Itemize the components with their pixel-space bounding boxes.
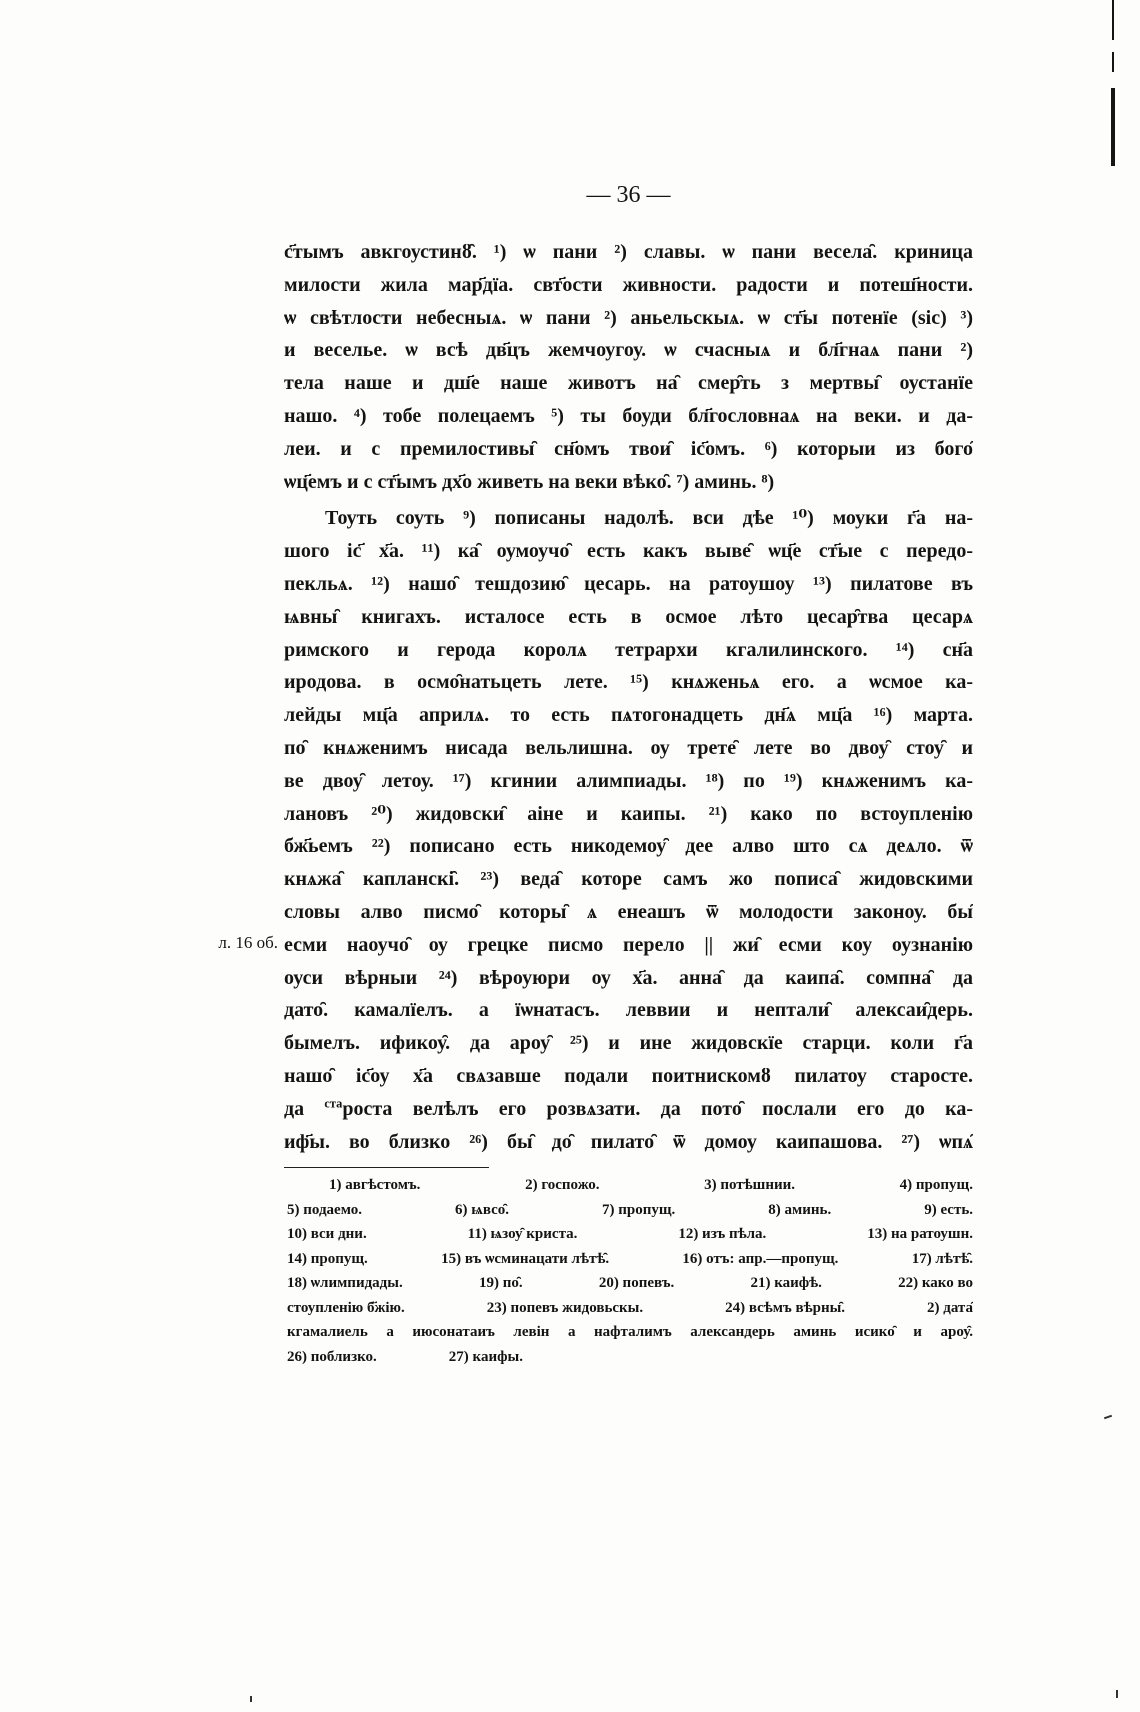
- footnote: 12) изъ пѣла.: [678, 1226, 767, 1242]
- footnote: 27) каифы.: [448, 1348, 523, 1365]
- text-line: леи. и с премилостивы̑ сн҃омъ твои̑ іс҃омъ. ⁶) которыи из бого̑: [284, 437, 973, 460]
- footnotes: [287, 1173, 973, 1369]
- footnote-row: [287, 1345, 973, 1370]
- page-number: — 36 —: [586, 182, 671, 208]
- text-line: кнѧжа̑ капланскі̑. ²³) веда̑ которе самъ жо пописа̑ жидовскими: [284, 868, 973, 891]
- footnote: 24) всѣмъ вѣрны̑.: [725, 1299, 846, 1316]
- text-line: есми наоучо̑ оу грецке писмо перело || жи̑ есми коу оузнанію: [284, 933, 973, 956]
- text-segment: да: [284, 1097, 325, 1120]
- footnote: 1) авгѣстомъ.: [329, 1177, 421, 1193]
- paragraph: [284, 502, 973, 1158]
- scan-speck: [250, 1696, 252, 1702]
- footnote: 21) каифѣ.: [750, 1275, 822, 1291]
- footnote: 2) дата̑: [926, 1299, 973, 1316]
- text-line: ѡ свѣтлости небесныѧ. ѡ пани ²) аньельскыѧ. ѡ ст҃ы потенїе (sic) ³): [284, 306, 973, 329]
- footnote: 22) како во: [898, 1275, 973, 1291]
- scan-edge-line: [1111, 88, 1115, 166]
- text-line: нашо̑ іс҃оу х҃а свѧзавше подали поитнискомȣ пилатоу старосте.: [284, 1064, 973, 1087]
- footnote: 15) въ ѡсминацати лѣтѣ̑.: [441, 1250, 610, 1267]
- footnote-row: [287, 1271, 973, 1296]
- text-line: бымелъ. ификоу̑. да ароу̑ ²⁵) и ине жидовскїе старци. коли г҃а: [284, 1032, 973, 1055]
- margin-note: л. 16 об.: [218, 933, 278, 952]
- text-line: бж҃ьемъ ²²) пописано есть никодемоу̑ дее алво што сѧ деѧло. ѿ: [284, 835, 973, 858]
- text-line: ве двоу̑ летоу. ¹⁷) кгинии алимпиады. ¹⁸) по ¹⁹) кнѧженимъ ка-: [284, 769, 973, 792]
- footnote: 9) есть.: [924, 1201, 973, 1218]
- superscript-text: ста: [324, 1096, 343, 1111]
- text-line: ѩвны̑ книгахъ. исталосе есть в осмое лѣто цесар̑тва цесарѧ: [284, 605, 973, 628]
- text-line: пекльѧ. ¹²) нашо̑ тешдозию̑ цесарь. на ратоушоу ¹³) пилатове въ: [284, 572, 973, 595]
- footnote-row: [287, 1222, 973, 1247]
- footnote-row: [287, 1320, 973, 1345]
- footnote-row: [287, 1296, 973, 1321]
- text-line: милости жила мар҃дїа. свт҃ости живности. радости и потеш҃ности.: [284, 273, 973, 296]
- scan-edge-line: [1112, 52, 1114, 72]
- footnote-row: [287, 1198, 973, 1223]
- footnote: 5) подаемо.: [287, 1201, 362, 1218]
- footnote: 8) аминь.: [768, 1201, 832, 1218]
- text-line: ѡц҃емъ и с ст҃ымъ дх҃о живеть на веки вѣко̑. ⁷) аминь. ⁸): [284, 470, 775, 493]
- footnote: стоупленію б҃жію.: [287, 1299, 405, 1316]
- footnote: 23) попевъ жидовьскы.: [486, 1299, 644, 1316]
- text-line: словы алво писмо̑ которы̑ ѧ енеашъ ѿ молодости законоу. бы̑: [284, 900, 973, 923]
- footnote-rule: [284, 1167, 489, 1168]
- text-line: шого іс҃ х҃а. ¹¹) ка̑ оумоучо̑ есть какъ выве̑ ѡц҃е ст҃ые с передо-: [284, 540, 973, 563]
- paragraph: [284, 236, 973, 498]
- footnote-row: [287, 1247, 973, 1272]
- footnote: 18) ѡлимпидады.: [287, 1275, 403, 1291]
- text-line: лейды мц҃а априлѧ. то есть пѧтогонадцеть дн҃ѧ мц҃а ¹⁶) марта.: [284, 704, 973, 727]
- text-segment: роста велѣлъ его розвѧзати. да пото̑ послали его до ка-: [342, 1097, 973, 1120]
- footnote: кгамалиель а июсонатаиъ левін а нафталимъ александерь аминь исико̑ и ароу̑.: [287, 1324, 973, 1340]
- text-line: [284, 1093, 973, 1126]
- footnote: 2) госпожо.: [525, 1177, 600, 1193]
- text-line: и веселье. ѡ всѣ дв҃цъ жемчоугоу. ѡ счасныѧ и бл҃гнаѧ пани ²): [284, 339, 973, 362]
- main-text: [284, 236, 973, 1158]
- footnote: 20) попевъ.: [598, 1275, 675, 1291]
- text-line: Тоуть соуть ⁹) пописаны надолѣ. вси дѣе ¹⁰) моуки г҃а на-: [325, 507, 973, 530]
- footnote: 11) ѩзоу̑ криста.: [467, 1226, 578, 1242]
- footnote: 4) пропущ.: [899, 1177, 973, 1193]
- text-line: с҃тымъ авкгоустинȣ̑. ¹) ѡ пани ²) славы. ѡ пани весела̑. криница: [284, 241, 973, 263]
- footnote: 13) на ратоушн.: [867, 1226, 973, 1242]
- text-line: тела наше и дш҃е наше животъ на̑ смер̑ть з мертвы̑ оустанїе: [284, 372, 973, 395]
- footnote: 14) пропущ.: [287, 1250, 368, 1267]
- text-line: по̑ кнѧженимъ нисада вельлишна. оу трете̑ лете во двоу̑ стоу̑ и: [284, 736, 973, 759]
- scan-speck: [1104, 1415, 1112, 1420]
- footnote: 16) отъ: апр.—пропущ.: [682, 1250, 839, 1267]
- scan-speck: [1116, 1690, 1118, 1698]
- text-line: оуси вѣрныи ²⁴) вѣроуюри оу х҃а. анна̑ да каипа̑. сомпна̑ да: [284, 966, 973, 989]
- text-line: нашо. ⁴) тобе полецаемъ ⁵) ты боуди бл҃гословнаѧ на веки. и да-: [284, 404, 973, 427]
- footnote: 26) поблизко.: [287, 1348, 377, 1365]
- text-line: иф҃ы. во близко ²⁶) бы̑ до̑ пилато̑ ѿ домоу каипашова. ²⁷) ѡпѧ̑: [284, 1130, 973, 1153]
- footnote: 10) вси дни.: [287, 1226, 367, 1242]
- scan-edge-line: [1112, 0, 1114, 40]
- footnote: 3) потѣшнии.: [704, 1177, 796, 1193]
- footnote-row: [287, 1173, 973, 1198]
- text-line: иродова. в осмо̑натьцеть лете. ¹⁵) кнѧженьѧ его. а ѡсмое ка-: [284, 671, 973, 694]
- footnote: 7) пропущ.: [602, 1201, 676, 1218]
- footnote: 17) лѣтѣ̑.: [911, 1250, 973, 1267]
- footnote: 6) ѩвсо̑.: [454, 1201, 510, 1218]
- text-line: дато̑. камалїелъ. а їѡнатасъ. леввии и нептали̑ алексаи̑дерь.: [284, 999, 973, 1022]
- text-line: римского и герода королѧ тетрархи кгалилинского. ¹⁴) сн҃а: [284, 638, 973, 661]
- footnote: 19) по̑.: [478, 1275, 523, 1291]
- text-line: лановъ ²⁰) жидовски̑ аіне и каипы. ²¹) како по встоупленію: [284, 802, 973, 825]
